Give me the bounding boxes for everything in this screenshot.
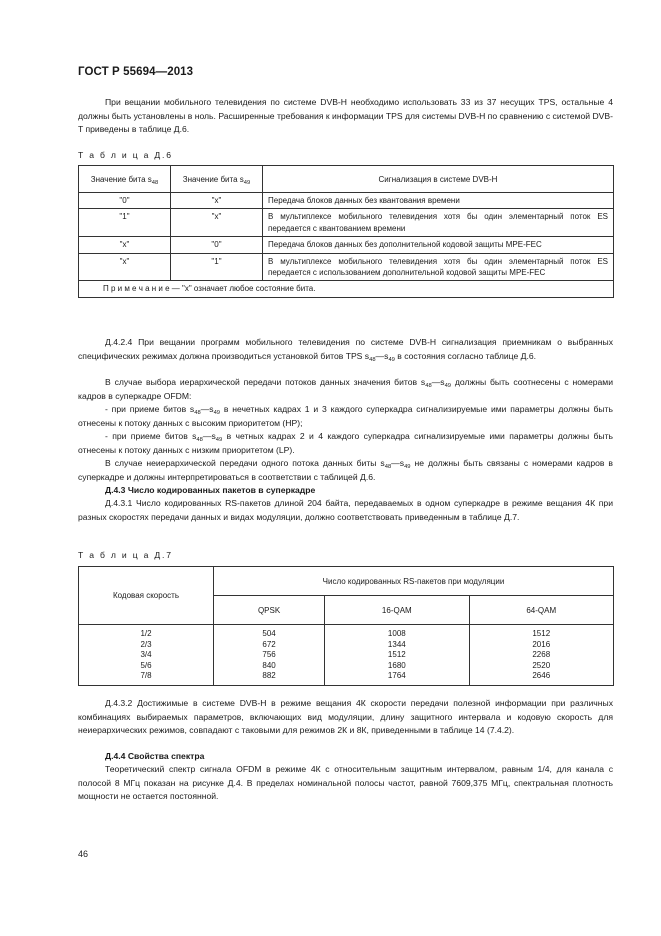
paragraph-d44: Теоретический спектр сигнала OFDM в режиме 4К с относительным защитным интервалом, равным 1/4, для канала с полосой 8 МГц показан на рисунке Д.4. В пределах номинальной полосы частот, равной 7609,375 МГц, спектральная плотность мощности не остается постоянной. xyxy=(78,764,613,801)
section-heading-d44: Д.4.4 Свойства спектра xyxy=(105,751,205,761)
cell-s48: "x" xyxy=(79,253,171,281)
page-number: 46 xyxy=(78,849,89,859)
table-row xyxy=(79,237,614,253)
paragraph-d432: Д.4.3.2 Достижимые в системе DVB-H в режиме вещания 4К скорости передачи полезной информации при различных комбинациях выбираемых параметров, включающих вид модуляции, длину защитного интервала и кодовую скорость для неиерархических режимов, совпадают с таковыми для режимов 2К и 8К, приведенными в таблице 14 (7.4.2). xyxy=(78,698,613,735)
bullet-even-frames: - при приеме битов $s_{48}—s_{49}$ в четных кадрах 2 и 4 каждого суперкадра сигнализируемые ими параметры должны быть отнесены к потоку данных с низким приоритетом (LP). xyxy=(78,431,613,455)
intro-paragraph: При вещании мобильного телевидения по системе DVB-H необходимо использовать 33 из 37 несущих TPS, остальные 4 должны быть установлены в ноль. Расширенные требования к информации TPS для системы DVB-H по сравнению с системой DVB-T приведены в таблице Д.6. xyxy=(78,97,613,134)
col-header-s49: Значение бита $s_{49}$ xyxy=(171,166,263,193)
col-header-modulation-group: Число кодированных RS-пакетов при модуляции xyxy=(214,567,614,596)
col-header-qpsk: QPSK xyxy=(214,596,325,625)
table-d6 xyxy=(78,165,614,298)
section-heading-d43: Д.4.3 Число кодированных пакетов в суперкадре xyxy=(105,485,316,495)
cell-s48: "0" xyxy=(79,193,171,209)
table-d7-caption: Т а б л и ц а Д.7 xyxy=(78,550,173,560)
cell-qpsk-values: 504 672 756 840 882 xyxy=(214,625,325,686)
table-note-row xyxy=(79,281,614,297)
table-header-row xyxy=(79,567,614,596)
table-note xyxy=(79,281,614,297)
note-label: П р и м е ч а н и е xyxy=(103,284,170,294)
col-header-64qam: 64-QAM xyxy=(469,596,613,625)
standard-title: ГОСТ Р 55694—2013 xyxy=(78,66,194,78)
paragraph-non-hierarchical: В случае неиерархической передачи одного потока данных биты $s_{48}—s_{49}$ не должны быть связаны с номерами кадров в суперкадре и должны интерпретироваться в соответствии с таблицей Д.6. xyxy=(78,458,613,482)
table-header-row xyxy=(79,166,614,193)
cell-s49: "x" xyxy=(171,193,263,209)
cell-s48: "1" xyxy=(79,209,171,237)
cell-code-rates: 1/2 2/3 3/4 5/6 7/8 xyxy=(79,625,214,686)
cell-signal: Передача блоков данных без дополнительной кодовой защиты MPE-FEC xyxy=(263,237,614,253)
cell-s49: "x" xyxy=(171,209,263,237)
cell-s49: "0" xyxy=(171,237,263,253)
table-row xyxy=(79,209,614,237)
table-row xyxy=(79,193,614,209)
col-header-signal: Сигнализация в системе DVB-H xyxy=(263,166,614,193)
table-row xyxy=(79,625,614,686)
cell-signal: В мультиплексе мобильного телевидения хотя бы один элементарный поток ES передается с использованием дополнительной кодовой защиты MPE-FEC xyxy=(263,253,614,281)
cell-s48: "x" xyxy=(79,237,171,253)
paragraph-d424: Д.4.2.4 При вещании программ мобильного телевидения по системе DVB-H сигнализация приемникам о выбранных специфических режимах должна производиться установкой битов TPS $s_{48}—s_{49}$ в состояния согласно таблице Д.6. xyxy=(78,337,613,363)
cell-s49: "1" xyxy=(171,253,263,281)
col-header-s48: Значение бита $s_{48}$ xyxy=(79,166,171,193)
cell-signal: Передача блоков данных без квантования времени xyxy=(263,193,614,209)
table-d7 xyxy=(78,566,614,686)
note-text: — "x" означает любое состояние бита. xyxy=(169,284,316,294)
paragraph-hierarchical: В случае выбора иерархической передачи потоков данных значения битов $s_{48}—s_{49}$ должны быть соотнесены с номерами кадров в суперкадре OFDM: xyxy=(78,377,613,401)
cell-signal: В мультиплексе мобильного телевидения хотя бы один элементарный поток ES передается с квантованием времени xyxy=(263,209,614,237)
col-header-code-rate: Кодовая скорость xyxy=(79,567,214,625)
cell-16qam-values: 1008 1344 1512 1680 1764 xyxy=(325,625,469,686)
col-header-16qam: 16-QAM xyxy=(325,596,469,625)
table-row xyxy=(79,253,614,281)
cell-64qam-values: 1512 2016 2268 2520 2646 xyxy=(469,625,613,686)
table-d6-caption: Т а б л и ц а Д.6 xyxy=(78,150,173,160)
bullet-odd-frames: - при приеме битов $s_{48}—s_{49}$ в нечетных кадрах 1 и 3 каждого суперкадра сигнализируемые ими параметры должны быть отнесены к потоку данных с высоким приоритетом (HP); xyxy=(78,404,613,428)
paragraph-d431: Д.4.3.1 Число кодированных RS-пакетов длиной 204 байта, передаваемых в одном суперкадре в режиме вещания 4К при разных скоростях передачи данных и видах модуляции, должно соответствовать приведенным в таблице Д.7. xyxy=(78,498,613,522)
